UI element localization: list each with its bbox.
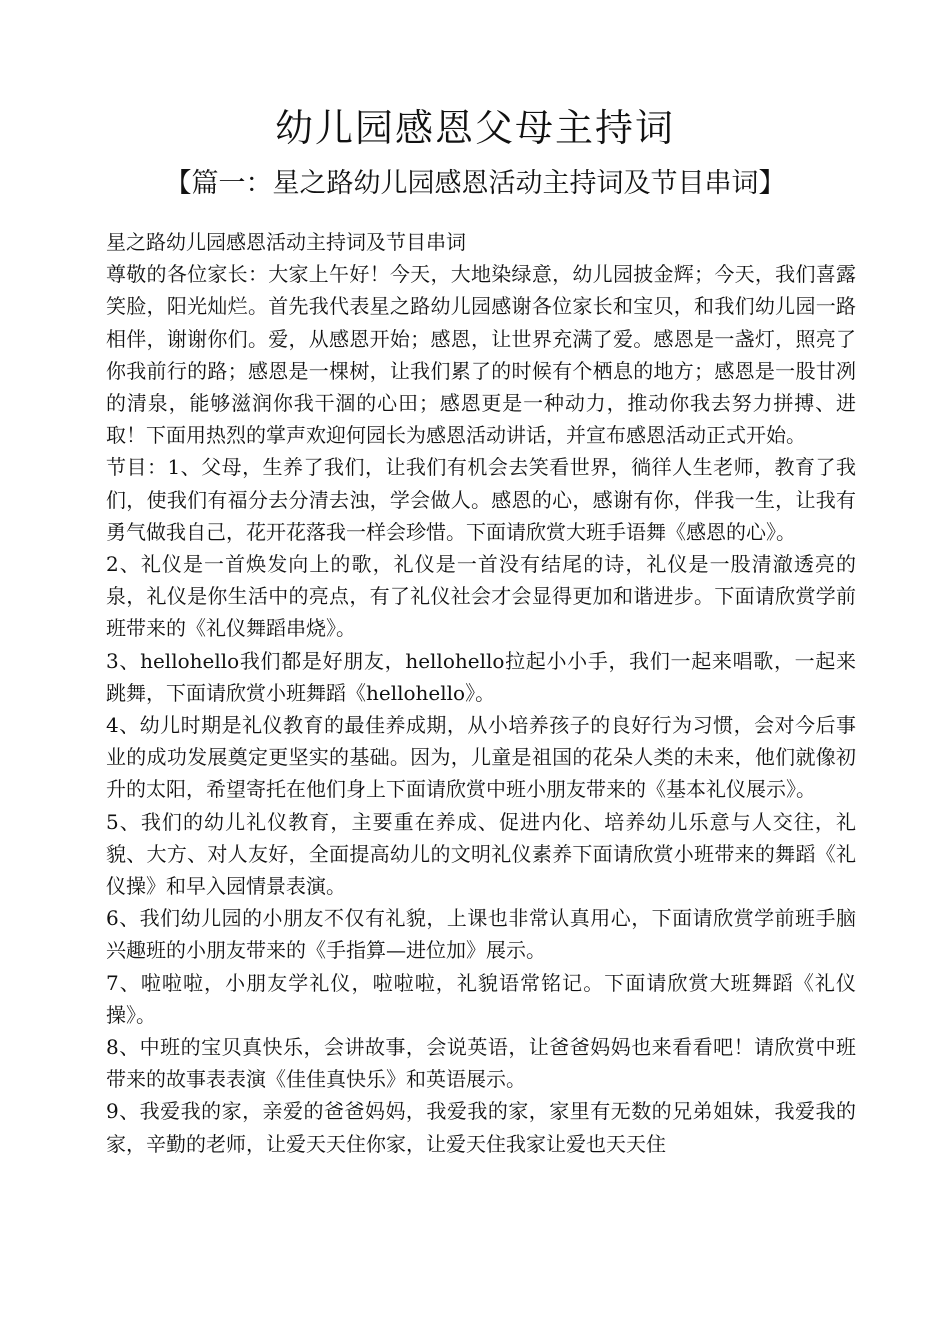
document-body	[106, 226, 856, 1160]
paragraph-program-8: 8、中班的宝贝真快乐，会讲故事，会说英语，让爸爸妈妈也来看看吧！请欣赏中班带来的故事表表演《佳佳真快乐》和英语展示。	[106, 1035, 856, 1092]
document-subtitle: 【篇一：星之路幼儿园感恩活动主持词及节目串词】	[164, 168, 786, 199]
paragraph-program-1: 节目：1、父母，生养了我们，让我们有机会去笑看世界，徜徉人生老师，教育了我们，使我们有福分去分清去浊，学会做人。感恩的心，感谢有你，伴我一生，让我有勇气做我自己，花开花落我一样会珍惜。下面请欣赏大班手语舞《感恩的心》。	[106, 455, 856, 544]
paragraph-program-3: 3、hellohello我们都是好朋友，hellohello拉起小小手，我们一起来唱歌，一起来跳舞，下面请欣赏小班舞蹈《hellohello》。	[106, 648, 856, 705]
paragraph-opening-speech: 尊敬的各位家长：大家上午好！今天，大地染绿意，幼儿园披金辉；今天，我们喜露笑脸，阳光灿烂。首先我代表星之路幼儿园感谢各位家长和宝贝，和我们幼儿园一路相伴，谢谢你们。爱，从感恩开始；感恩，让世界充满了爱。感恩是一盏灯，照亮了你我前行的路；感恩是一棵树，让我们累了的时候有个栖息的地方；感恩是一股甘冽的清泉，能够滋润你我干涸的心田；感恩更是一种动力，推动你我去努力拼搏、进取！下面用热烈的掌声欢迎何园长为感恩活动讲话，并宣布感恩活动正式开始。	[106, 262, 856, 448]
paragraph-program-9: 9、我爱我的家，亲爱的爸爸妈妈，我爱我的家，家里有无数的兄弟姐妹，我爱我的家，辛勤的老师，让爱天天住你家，让爱天住我家让爱也天天住	[106, 1099, 856, 1156]
paragraph-heading: 星之路幼儿园感恩活动主持词及节目串词	[106, 230, 466, 254]
paragraph-program-5: 5、我们的幼儿礼仪教育，主要重在养成、促进内化、培养幼儿乐意与人交往，礼貌、大方、对人友好，全面提高幼儿的文明礼仪素养下面请欣赏小班带来的舞蹈《礼仪操》和早入园情景表演。	[106, 809, 856, 899]
paragraph-program-6: 6、我们幼儿园的小朋友不仅有礼貌，上课也非常认真用心，下面请欣赏学前班手脑兴趣班的小朋友带来的《手指算—进位加》展示。	[106, 906, 856, 963]
paragraph-program-7: 7、啦啦啦，小朋友学礼仪，啦啦啦，礼貌语常铭记。下面请欣赏大班舞蹈《礼仪操》。	[106, 970, 856, 1027]
paragraph-program-4: 4、幼儿时期是礼仪教育的最佳养成期，从小培养孩子的良好行为习惯，会对今后事业的成功发展奠定更坚实的基础。因为，儿童是祖国的花朵人类的未来，他们就像初升的太阳，希望寄托在他们身上下面请欣赏中班小朋友带来的《基本礼仪展示》。	[106, 713, 856, 802]
paragraph-program-2: 2、礼仪是一首焕发向上的歌，礼仪是一首没有结尾的诗，礼仪是一股清澈透亮的泉，礼仪是你生活中的亮点，有了礼仪社会才会显得更加和谐进步。下面请欣赏学前班带来的《礼仪舞蹈串烧》。	[106, 552, 856, 641]
document-title: 幼儿园感恩父母主持词	[274, 106, 675, 150]
